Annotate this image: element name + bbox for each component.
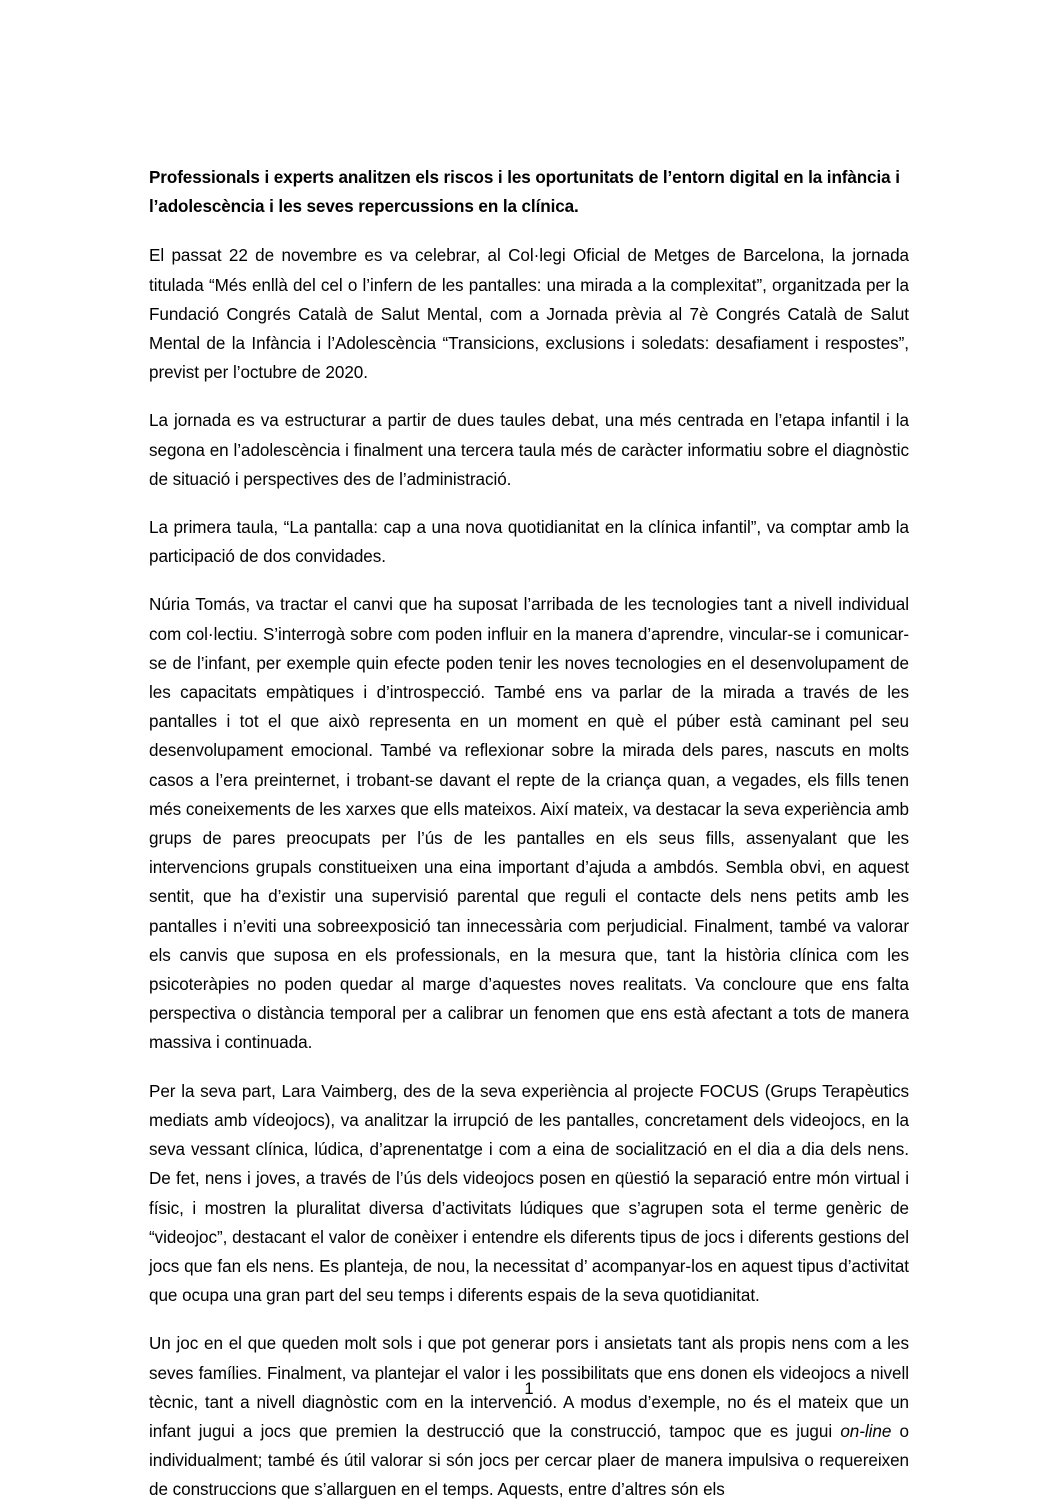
final-paragraph-part-two: o individualment; també és útil valorar si són jocs per cercar plaer de manera impulsiva o requereixen de construccions que s’allarguen en el temps. Aquests, entre d’altres són els [149,1421,909,1500]
page-title: Professionals i experts analitzen els riscos i les oportunitats de l’entorn digital en la infància i l’adolescència i les seves repercussions en la clínica. [149,168,900,217]
document-content [149,163,909,1505]
paragraph-lara-vaimberg: Per la seva part, Lara Vaimberg, des de la seva experiència al projecte FOCUS (Grups Terapèutics mediats amb vídeojocs), va analitzar la irrupció de les pantalles, concretament dels videojocs, en la seva vessant clínica, lúdica, d’aprenentatge i com a eina de socialització en el dia a dia dels nens. De fet, nens i joves, a través de l’ús dels videojocs posen en qüestió la separació entre món virtual i físic, i mostren la pluralitat diversa d’activitats lúdiques que s’agrupen sota el terme genèric de “videojoc”, destacant el valor de conèixer i entendre els diferents tipus de jocs i diferents gestions del jocs que fan els nens. Es planteja, de nou, la necessitat d’ acompanyar-los en aquest tipus d’activitat que ocupa una gran part del seu temps i diferents espais de la seva quotidianitat. [149,1081,909,1306]
paragraph-primera-taula: La primera taula, “La pantalla: cap a una nova quotidianitat en la clínica infantil”, va comptar amb la participació de dos convidades. [149,518,909,567]
page-number: 1 [524,1380,534,1398]
final-paragraph-part-one: Un joc en el que queden molt sols i que pot generar pors i ansietats tant als propis nens com a les seves famílies. Finalment, va plantejar el valor i les possibilitats que ens donen els videojocs a nivell tècnic, tant a nivell diagnòstic com en la intervenció. A modus d’exemple, no és el mateix que un infant jugui a jocs que premien la destrucció que la construcció, tampoc que es jugui [149,1334,909,1441]
paragraph-nuria-tomas: Núria Tomás, va tractar el canvi que ha suposat l’arribada de les tecnologies tant a nivell individual com col·lectiu. S’interrogà sobre com poden influir en la manera d’aprendre, vincular-se i comunicar-se de l’infant, per exemple quin efecte poden tenir les noves tecnologies en el desenvolupament de les capacitats empàtiques i d’introspecció. També ens va parlar de la mirada a través de les pantalles i tot el que això representa en un moment en què el púber està caminant pel seu desenvolupament emocional. També va reflexionar sobre la mirada dels pares, nascuts en molts casos a l’era preinternet, i trobant-se davant el repte de la criança quan, a vegades, els fills tenen més coneixements de les xarxes que ells mateixos. Així mateix, va destacar la seva experiència amb grups de pares preocupats per l’ús de les pantalles en els seus fills, assenyalant que les intervencions grupals constitueixen una eina important d’ajuda a ambdós. Sembla obvi, en aquest sentit, que ha d’existir una supervisió parental que reguli el contacte dels nens petits amb les pantalles i n’eviti una sobreexposició tan innecessària com perjudicial. Finalment, també va valorar els canvis que suposa en els professionals, en la mesura que, tant la història clínica com les psicoteràpies no poden quedar al marge d’aquestes noves realitats. Va concloure que ens falta perspectiva o distància temporal per a calibrar un fenomen que ens està afectant a tots de manera massiva i continuada. [149,595,909,1053]
final-paragraph-italic-term: on-line [840,1421,892,1441]
paragraph-estructura-jornada: La jornada es va estructurar a partir de dues taules debat, una més centrada en l’etapa infantil i la segona en l’adolescència i finalment una tercera taula més de caràcter informatiu sobre el diagnòstic de situació i perspectives des de l’administració. [149,411,909,489]
paragraph-joc-conclusio [149,1329,909,1504]
paragraph-jornada-celebracio: El passat 22 de novembre es va celebrar, al Col·legi Oficial de Metges de Barcelona, la jornada titulada “Més enllà del cel o l’infern de les pantalles: una mirada a la complexitat”, organitzada per la Fundació Congrés Català de Salut Mental, com a Jornada prèvia al 7è Congrés Català de Salut Mental de la Infància i l’Adolescència “Transicions, exclusions i soledats: desafiament i respostes”, previst per l’octubre de 2020. [149,246,909,383]
